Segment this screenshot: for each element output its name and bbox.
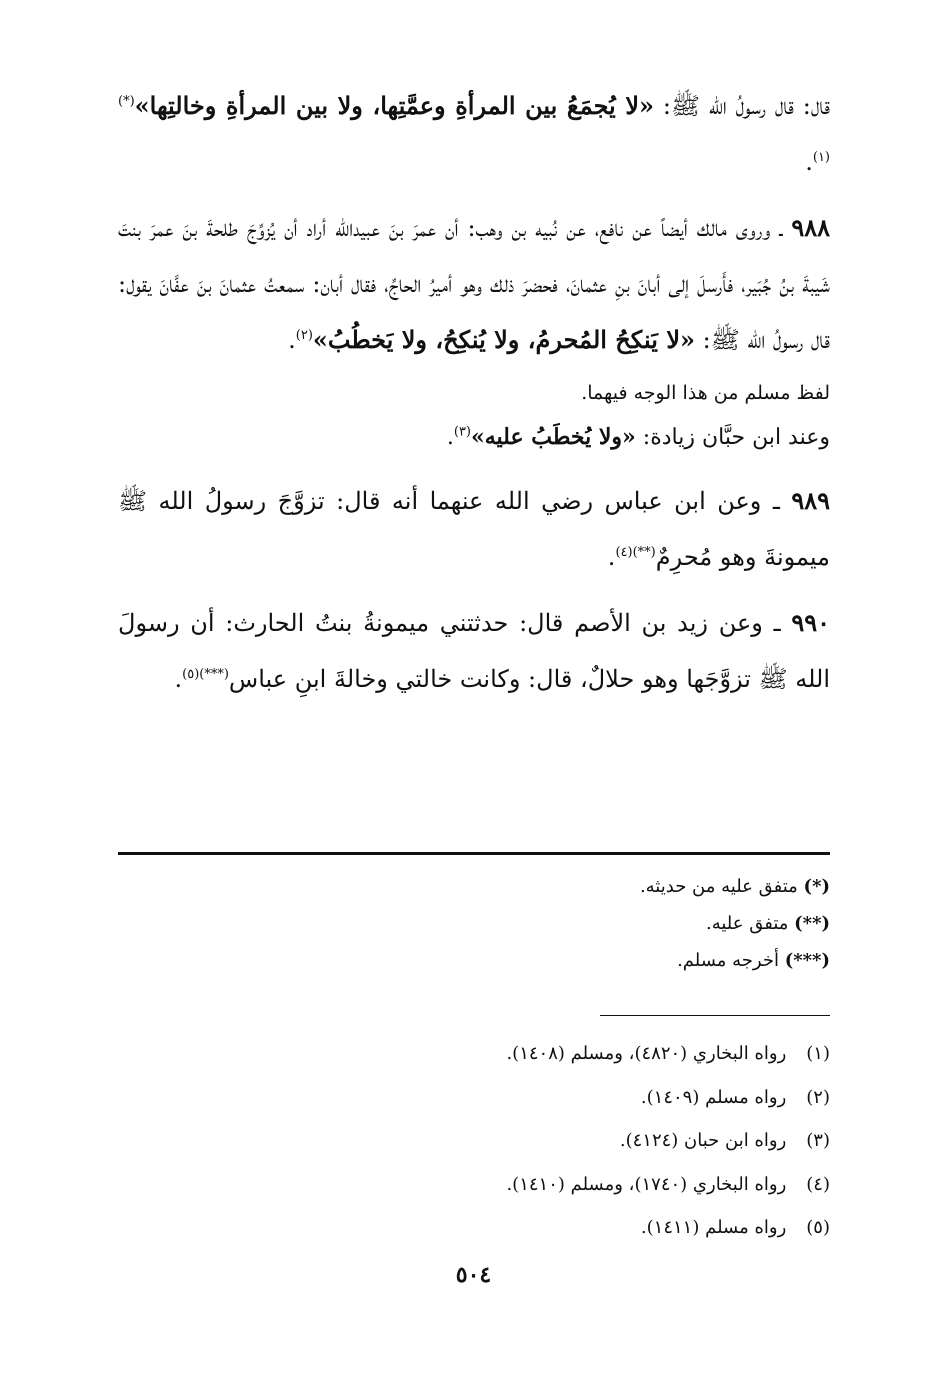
text-span: ـ وعن ابن عباس رضي الله عنهما أنه قال: تزوَّجَ رسولُ الله ﷺ ميمونةَ وهو مُحرِمٌ [118, 487, 830, 571]
text-span: . [805, 148, 813, 176]
text-span: . [607, 543, 616, 571]
star-note-mark: (*) [803, 876, 830, 897]
text-span: . [174, 665, 183, 693]
star-note-text: متفق عليه. [705, 913, 789, 934]
footnote-number: (٢) [806, 1086, 830, 1108]
hadith-989 [118, 473, 830, 585]
footnote-text: رواه البخاري (١٧٤٠)، ومسلم (١٤١٠). [506, 1173, 787, 1195]
hadith-quote: «لا يَنكِحُ المُحرمُ، ولا يُنكِحُ، ولا يَخطُبُ» [312, 325, 695, 354]
text-span: قال: قال رسولُ الله ﷺ: [654, 92, 830, 120]
star-note-mark: (**) [794, 913, 830, 934]
star-note [130, 942, 830, 979]
main-text [118, 78, 830, 707]
footnote [130, 1163, 830, 1207]
footnote [130, 1206, 830, 1250]
hadith-quote: «ولا يُخطَبُ عليه» [471, 424, 636, 450]
star-note-text: متفق عليه من حديثه. [639, 876, 798, 897]
text-span: ـ وروى مالك أيضاً عن نافع، عن نُبيه بن وهب: أن عمرَ بنَ عبيدالله أراد أن يُزوِّجَ طلحةَ بنَ عمرَ بنتَ شَيبةَ بنُ جُبَير، فأَرسلَ إلى أبانَ بنِ عثمانَ، فحضرَ ذلك وهو أميرُ الحاجِّ، فقال أبان: سمعتُ عثمانَ بنَ عفَّانَ يقول: قال رسولُ الله ﷺ: [118, 214, 830, 354]
note-muslim-wording: لفظ مسلم من هذا الوجه فيهما. [581, 382, 830, 404]
hadith-990 [118, 595, 830, 707]
footnote [130, 1119, 830, 1163]
hadith-988 [118, 200, 830, 368]
footnote-divider-thin [600, 1015, 830, 1016]
footnote-text: رواه البخاري (٤٨٢٠)، ومسلم (١٤٠٨). [506, 1043, 787, 1064]
footnotes [130, 1032, 830, 1250]
text-span: . [446, 425, 454, 450]
footnote-marker: (٢) [295, 328, 313, 343]
hadith-number: ٩٨٨ [791, 213, 830, 242]
text-span: . [288, 326, 296, 354]
star-note-text: أخرجه مسلم. [677, 950, 779, 971]
note-ibn-hibban [118, 414, 830, 461]
footnote-marker: (***)(٥) [182, 667, 229, 682]
hadith-number: ٩٨٩ [791, 486, 830, 515]
star-notes [130, 868, 830, 979]
footnote [130, 1032, 830, 1076]
footnote-number: (٣) [806, 1130, 830, 1151]
star-note [130, 868, 830, 905]
footnote-number: (٤) [806, 1173, 830, 1195]
footnote-divider-thick [118, 852, 830, 855]
star-note-mark: (***) [784, 950, 830, 971]
page-number: ٥٠٤ [455, 1262, 492, 1288]
star-note [130, 905, 830, 942]
text-span: وعند ابن حبَّان زيادة: [635, 425, 830, 450]
footnote-text: رواه مسلم (١٤١١). [640, 1217, 787, 1238]
hadith-number: ٩٩٠ [791, 608, 830, 637]
footnote [130, 1076, 830, 1120]
hadith-paragraph-intro [118, 78, 830, 190]
footnote-text: رواه مسلم (١٤٠٩). [640, 1086, 787, 1108]
text-span: ـ وعن زيد بن الأصم قال: حدثتني ميمونةُ بنتُ الحارث: أن رسولَ الله ﷺ تزوَّجَها وهو حلالٌ، قال: وكانت خالتي وخالةَ ابنِ عباس [118, 609, 830, 693]
footnote-marker: (*)(١) [118, 94, 830, 165]
footnote-marker: (**)(٤) [615, 545, 656, 560]
footnote-text: رواه ابن حبان (٤١٢٤). [619, 1130, 787, 1151]
footnote-marker: (٣) [453, 424, 471, 440]
hadith-quote: «لا يُجمَعُ بين المرأةِ وعمَّتِها، ولا بين المرأةِ وخالتِها» [134, 91, 655, 120]
footnote-number: (٥) [806, 1217, 830, 1238]
footnote-number: (١) [806, 1043, 830, 1064]
